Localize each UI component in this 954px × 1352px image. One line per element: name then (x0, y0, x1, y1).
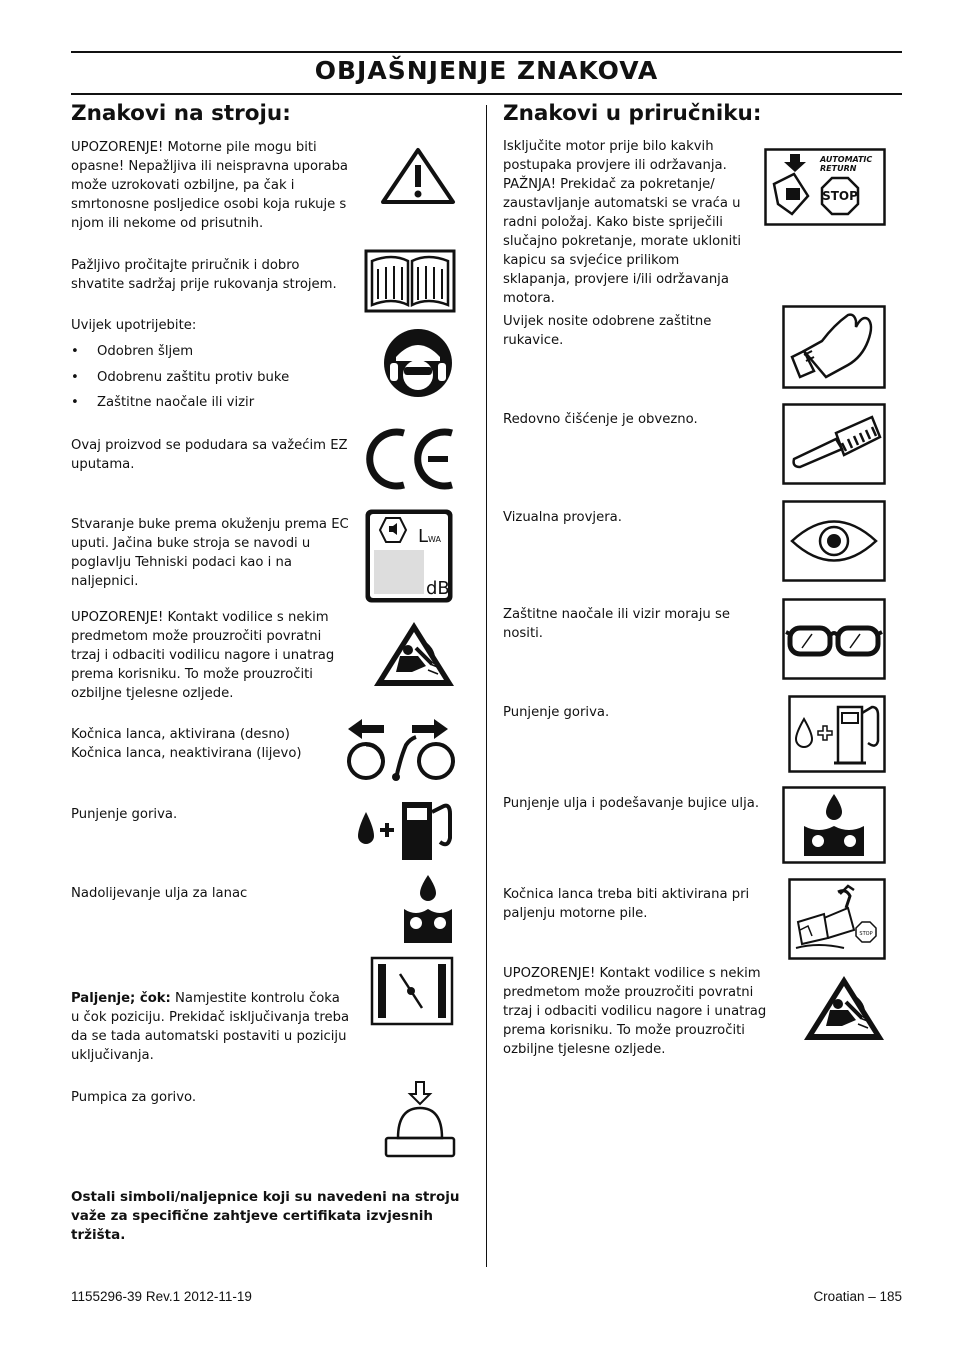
safety-glasses-icon (782, 598, 886, 680)
right-item-fuel-text: Punjenje goriva. (503, 705, 610, 720)
svg-text:dB: dB (426, 578, 450, 599)
fuel-pump-outline-icon (788, 695, 886, 773)
svg-text:AUTOMATIC: AUTOMATIC (820, 155, 873, 164)
protective-gear-icon (382, 327, 454, 399)
warning-triangle-icon (380, 147, 456, 205)
chain-brake-icon (344, 715, 456, 783)
right-item-stop-text: Isključite motor prije bilo kakvih postupaka provjere ili održavanja. PAŽNJA! Prekidač za pokretanje/ zaustavljanje automatski se vraća u radni položaj. Kako biste spriječili slučajno pokretanje, morate ukloniti kapicu sa svjećice prilikom sklapanja, provjere i/ili održavanja motora. (503, 139, 742, 306)
left-item-fuel-text: Punjenje goriva. (71, 807, 178, 822)
right-heading: Znakovi u priručniku: (503, 101, 762, 126)
right-item-gloves-text: Uvijek nosite odobrene zaštitne rukavice. (503, 314, 712, 348)
left-item-choke-text (71, 989, 351, 1065)
right-item-cleaning-text: Redovno čišćenje je obvezno. (503, 412, 698, 427)
svg-text:RETURN: RETURN (820, 164, 857, 173)
left-heading: Znakovi na stroju: (71, 101, 291, 126)
choke-description: Namjestite kontrolu čoka u čok poziciju. Prekidač isključivanja treba da se tada automatski postaviti u poziciju uključivanja. (71, 991, 350, 1063)
right-item-kickback-text: UPOZORENJE! Kontakt vodilice s nekim predmetom može prouzročiti povratni trzaj i odbaciti vodilicu nagore i unatrag prema korisniku. To može prouzročiti ozbiljne tjelesne ozljede. (503, 966, 767, 1057)
chain-brake-start-icon (788, 878, 886, 960)
automatic-return-stop-icon (764, 148, 886, 226)
column-divider (486, 105, 487, 1267)
svg-text:STOP: STOP (822, 189, 858, 203)
page-title: OBJAŠNJENJE ZNAKOVA (314, 56, 659, 85)
svg-text:STOP: STOP (859, 931, 873, 937)
left-item-kickback-text: UPOZORENJE! Kontakt vodilice s nekim predmetom može prouzročiti povratni trzaj i odbaciti vodilicu nagore i unatrag prema korisniku. To može prouzročiti ozbiljne tjelesne ozljede. (71, 610, 335, 701)
svg-text:WA: WA (428, 535, 441, 544)
left-item-primer-text: Pumpica za gorivo. (71, 1090, 197, 1105)
document-number: 1155296-39 Rev.1 2012-11-19 (71, 1289, 252, 1304)
choke-bold-label: Paljenje; čok: (71, 991, 171, 1006)
right-item-oil-text: Punjenje ulja i podešavanje bujice ulja. (503, 796, 760, 811)
gloves-icon (782, 305, 886, 389)
left-item-warning-text: UPOZORENJE! Motorne pile mogu biti opasne! Nepažljiva ili neispravna uporaba može uzrokovati ozbiljne, pa čak i smrtonosne posljedice osobi koja rukuje s njom ili nekome od prisutnih. (71, 140, 349, 231)
left-note: Ostali simboli/naljepnice koji su navedeni na stroju važe za specifične zahtjeve certifikata izvjesnih tržišta. (71, 1189, 460, 1243)
noise-level-lwa-icon (364, 508, 454, 604)
left-item-chain-brake-text: Kočnica lanca, aktivirana (desno) Kočnica lanca, neaktivirana (lijevo) (71, 727, 302, 761)
chain-oil-box-icon (782, 786, 886, 864)
ce-mark-icon (364, 425, 456, 493)
left-item-chain-oil-text: Nadolijevanje ulja za lanac (71, 886, 248, 901)
left-item-always-use-text: Uvijek upotrijebite: (71, 318, 197, 333)
choke-icon (370, 956, 454, 1026)
left-item-noise-text: Stvaranje buke prema okuženju prema EC uputi. Jačina buke stroja se navodi u poglavlju Tehniski podaci kao i na naljepnici. (71, 517, 349, 589)
right-item-brake-start-text: Kočnica lanca treba biti aktivirana pri paljenju motorne pile. (503, 887, 750, 921)
right-item-visual-text: Vizualna provjera. (503, 510, 622, 525)
left-item-manual-text: Pažljivo pročitajte priručnik i dobro shvatite sadržaj prije rukovanja strojem. (71, 258, 337, 292)
primer-bulb-icon (384, 1080, 456, 1158)
title-rule (71, 93, 902, 95)
page-number: Croatian – 185 (813, 1289, 902, 1304)
left-item-ce-text: Ovaj proizvod se podudara sa važećim EZ uputama. (71, 438, 348, 472)
fuel-pump-icon (354, 798, 456, 864)
svg-text:L: L (418, 526, 429, 547)
eye-icon (782, 500, 886, 582)
kickback-warning-icon (802, 974, 886, 1042)
chain-oil-icon (400, 873, 456, 945)
cleaning-brush-icon (782, 403, 886, 485)
top-rule (71, 51, 902, 53)
kickback-warning-icon (372, 620, 456, 688)
right-item-glasses-text: Zaštitne naočale ili vizir moraju se nositi. (503, 607, 730, 641)
open-book-icon (364, 249, 456, 313)
